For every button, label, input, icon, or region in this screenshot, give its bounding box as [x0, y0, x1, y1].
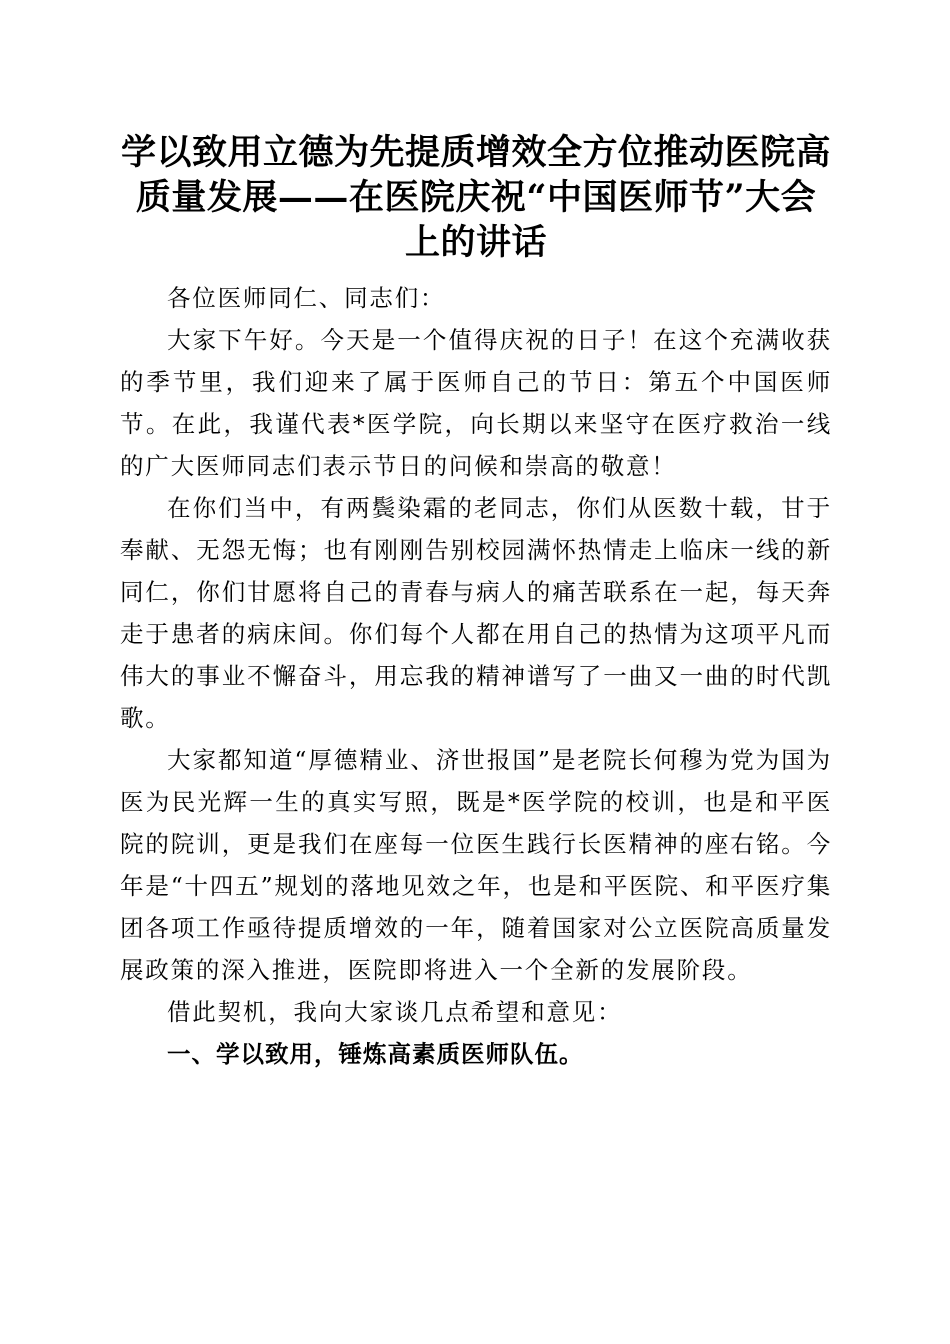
paragraph-opportunity: 借此契机，我向大家谈几点希望和意见：: [167, 998, 623, 1026]
salutation: 各位医师同仁、同志们：: [167, 284, 446, 312]
document-title: 学以致用立德为先提质增效全方位推动医院高质量发展——在医院庆祝“中国医师节”大会上的讲话: [120, 132, 831, 263]
section-heading: 一、学以致用，锤炼高素质医师队伍。: [167, 1040, 584, 1068]
paragraph-motto: 大家都知道“厚德精业、济世报国”是老院长何穆为党为国为医为民光辉一生的真实写照，既是*医学院的校训，也是和平医院的院训，更是我们在座每一位医生践行长医精神的座右铭。今年是“十四五”规划的落地见效之年，也是和平医院、和平医疗集团各项工作亟待提质增效的一年，随着国家对公立医院高质量发展政策的深入推进，医院即将进入一个全新的发展阶段。: [120, 746, 832, 984]
paragraph-greeting: 大家下午好。今天是一个值得庆祝的日子！在这个充满收获的季节里，我们迎来了属于医师自己的节日：第五个中国医师节。在此，我谨代表*医学院，向长期以来坚守在医疗救治一线的广大医师同志们表示节日的问候和崇高的敬意！: [120, 326, 832, 480]
paragraph-doctors: 在你们当中，有两鬓染霜的老同志，你们从医数十载，甘于奉献、无怨无悔；也有刚刚告别校园满怀热情走上临床一线的新同仁，你们甘愿将自己的青春与病人的痛苦联系在一起，每天奔走于患者的病床间。你们每个人都在用自己的热情为这项平凡而伟大的事业不懈奋斗，用忘我的精神谱写了一曲又一曲的时代凯歌。: [120, 494, 832, 732]
document-body: [120, 130, 832, 1075]
